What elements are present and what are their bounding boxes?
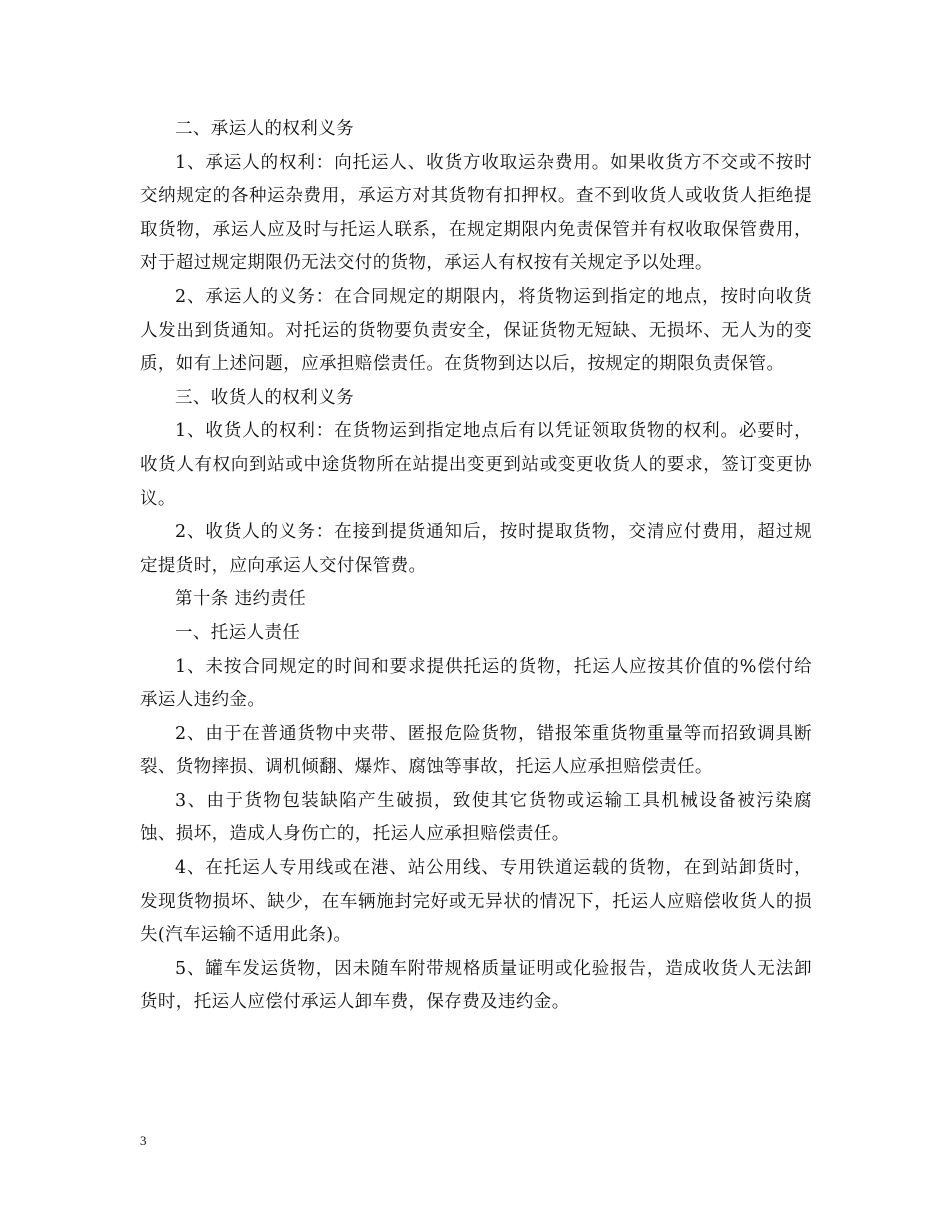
paragraph-shipper-liability-4: 4、在托运人专用线或在港、站公用线、专用铁道运载的货物，在到站卸货时，发现货物损坏、缺少，在车辆施封完好或无异状的情况下，托运人应赔偿收货人的损失(汽车运输不适用此条)。: [140, 858, 812, 946]
paragraph-shipper-liability-1: 1、未按合同规定的时间和要求提供托运的货物，托运人应按其价值的%偿付给承运人违约金。: [140, 656, 812, 711]
paragraph-consignee-rights: 1、收货人的权利：在货物运到指定地点后有以凭证领取货物的权利。必要时，收货人有权向到站或中途货物所在站提出变更到站或变更收货人的要求，签订变更协议。: [140, 421, 812, 509]
paragraph-shipper-liability-3: 3、由于货物包装缺陷产生破损，致使其它货物或运输工具机械设备被污染腐蚀、损坏，造成人身伤亡的，托运人应承担赔偿责任。: [140, 790, 812, 845]
article-heading-breach-liability: 第十条 违约责任: [175, 589, 307, 610]
paragraph-shipper-liability-2: 2、由于在普通货物中夹带、匿报危险货物，错报笨重货物重量等而招致调具断裂、货物摔损、调机倾翻、爆炸、腐蚀等事故，托运人应承担赔偿责任。: [140, 723, 812, 778]
section-heading-carrier-rights: 二、承运人的权利义务: [175, 119, 354, 139]
page-number: 3: [140, 1133, 147, 1148]
paragraph-carrier-obligations: 2、承运人的义务：在合同规定的期限内，将货物运到指定的地点，按时向收货人发出到货通知。对托运的货物要负责安全，保证货物无短缺、无损坏、无人为的变质，如有上述问题，应承担赔偿责任。在货物到达以后，按规定的期限负责保管。: [140, 286, 812, 375]
paragraph-carrier-rights: 1、承运人的权利：向托运人、收货方收取运杂费用。如果收货方不交或不按时交纳规定的各种运杂费用，承运方对其货物有扣押权。查不到收货人或收货人拒绝提取货物，承运人应及时与托运人联系，在规定期限内免责保管并有权收取保管费用，对于超过规定期限仍无法交付的货物，承运人有权按有关规定予以处理。: [140, 152, 812, 274]
paragraph-consignee-obligations: 2、收货人的义务：在接到提货通知后，按时提取货物，交清应付费用，超过规定提货时，应向承运人交付保管费。: [140, 522, 812, 576]
document-body: [140, 113, 812, 1020]
paragraph-shipper-liability-5: 5、罐车发运货物，因未随车附带规格质量证明或化验报告，造成收货人无法卸货时，托运人应偿付承运人卸车费，保存费及违约金。: [140, 958, 812, 1013]
section-heading-consignee-rights: 三、收货人的权利义务: [175, 387, 354, 408]
section-heading-shipper-liability: 一、托运人责任: [175, 622, 301, 643]
